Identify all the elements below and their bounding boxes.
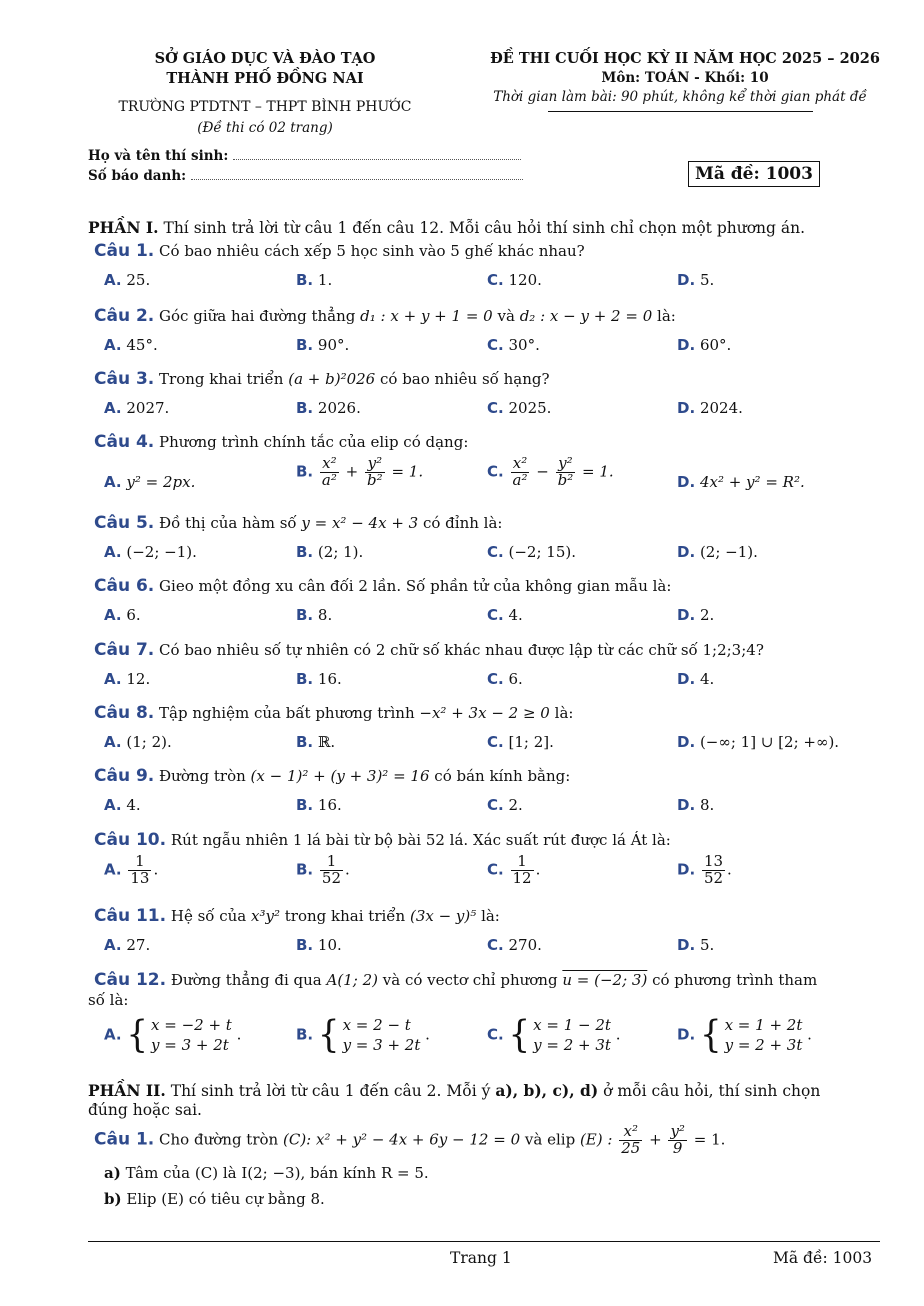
q6-option-d[interactable]: D. 2. xyxy=(677,606,715,624)
q3-option-a[interactable]: A. 2027. xyxy=(104,399,170,417)
q10-option-b[interactable]: B. $\frac{1}{52}$ . xyxy=(296,852,350,887)
q6-option-c[interactable]: C. 4. xyxy=(487,606,523,624)
exam-code-box: Mã đề: 1003 xyxy=(688,161,820,187)
q1-option-b[interactable]: B. 1. xyxy=(296,271,333,289)
q9-option-c[interactable]: C. 2. xyxy=(487,796,523,814)
q8-option-d[interactable]: D. (−∞; 1] ∪ [2; +∞). xyxy=(677,733,840,751)
student-name-field[interactable] xyxy=(233,159,521,160)
direction-vector: u = (−2; 3) xyxy=(562,971,648,989)
q8-label: Câu 8. xyxy=(94,703,155,723)
q7-label: Câu 7. xyxy=(94,640,155,660)
q6-option-b[interactable]: B. 8. xyxy=(296,606,333,624)
question-8: Câu 8. Tập nghiệm của bất phương trình −x² + 3x − 2 ≥ 0 là: xyxy=(94,703,574,723)
q2-option-d[interactable]: D. 60°. xyxy=(677,336,732,354)
q3-option-b[interactable]: B. 2026. xyxy=(296,399,361,417)
student-id-row xyxy=(88,168,523,184)
q2-label: Câu 2. xyxy=(94,306,155,326)
q1-label: Câu 1. xyxy=(94,241,155,261)
q5-option-a[interactable]: A. (−2; −1). xyxy=(104,543,197,561)
q11-option-b[interactable]: B. 10. xyxy=(296,936,342,954)
circle-expr: (x − 1)² + (y + 3)² = 16 xyxy=(250,767,430,785)
q12-option-d[interactable]: D. { x = 1 + 2t y = 2 + 3t . xyxy=(677,1013,812,1058)
part2-title: PHẦN II. xyxy=(88,1081,166,1100)
question-11: Câu 11. Hệ số của x³y² trong khai triển (3x − y)⁵ là: xyxy=(94,906,500,926)
q9-option-a[interactable]: A. 4. xyxy=(104,796,141,814)
question-9: Câu 9. Đường tròn (x − 1)² + (y + 3)² = 16 có bán kính bằng: xyxy=(94,766,571,786)
q10-option-d[interactable]: D. $\frac{13}{52}$ . xyxy=(677,852,732,887)
q12-option-b[interactable]: B. { x = 2 − t y = 3 + 2t . xyxy=(296,1013,430,1058)
part1-instruction: Thí sinh trả lời từ câu 1 đến câu 12. Mỗi câu hỏi thí sinh chỉ chọn một phương án. xyxy=(163,219,806,237)
exam-title: ĐỀ THI CUỐI HỌC KỲ II NĂM HỌC 2025 – 2026 xyxy=(490,50,880,67)
circle-c-expr: (C): x² + y² − 4x + 6y − 12 = 0 xyxy=(282,1130,521,1149)
ellipse-e-label: (E) : xyxy=(579,1130,613,1149)
q12-text-cont: số là: xyxy=(88,991,129,1009)
student-id-field[interactable] xyxy=(191,179,523,180)
q6-label: Câu 6. xyxy=(94,576,155,596)
q1-option-c[interactable]: C. 120. xyxy=(487,271,542,289)
q3-option-d[interactable]: D. 2024. xyxy=(677,399,743,417)
q1-option-a[interactable]: A. 25. xyxy=(104,271,151,289)
question-2: Câu 2. Góc giữa hai đường thẳng d₁ : x + y + 1 = 0 và d₂ : x − y + 2 = 0 là: xyxy=(94,306,676,326)
part2-instruction-cont: đúng hoặc sai. xyxy=(88,1101,202,1119)
q11-option-c[interactable]: C. 270. xyxy=(487,936,542,954)
part1-title: PHẦN I. xyxy=(88,218,159,237)
student-name-label: Họ và tên thí sinh: xyxy=(88,148,229,164)
q7-option-d[interactable]: D. 4. xyxy=(677,670,715,688)
p2-q1-item-b[interactable]: b) Elip (E) có tiêu cự bằng 8. xyxy=(104,1190,325,1208)
q7-option-b[interactable]: B. 16. xyxy=(296,670,342,688)
part2-question-1: Câu 1. Cho đường tròn (C): x² + y² − 4x + 6y − 12 = 0 và elip (E) : $\frac{\text{x²}}{25}$ + $\frac{\text{y²}}{9}$ = 1. xyxy=(94,1122,726,1157)
question-1 xyxy=(94,241,585,261)
q1-text: Có bao nhiêu cách xếp 5 học sinh vào 5 ghế khác nhau? xyxy=(159,242,585,260)
q3-option-c[interactable]: C. 2025. xyxy=(487,399,552,417)
q8-option-b[interactable]: B. ℝ. xyxy=(296,733,336,751)
question-4: Câu 4. Phương trình chính tắc của elip có dạng: xyxy=(94,432,469,452)
q5-option-c[interactable]: C. (−2; 15). xyxy=(487,543,576,561)
inequality-expr: −x² + 3x − 2 ≥ 0 xyxy=(419,704,550,722)
line-d2: d₂ : x − y + 2 = 0 xyxy=(519,307,653,325)
q4-option-a[interactable]: A. y² = 2px. xyxy=(104,473,196,491)
q1-option-d[interactable]: D. 5. xyxy=(677,271,715,289)
q9-label: Câu 9. xyxy=(94,766,155,786)
q8-option-c[interactable]: C. [1; 2]. xyxy=(487,733,554,751)
p2-q1-item-a[interactable]: a) Tâm của (C) là I(2; −3), bán kính R = 5. xyxy=(104,1164,429,1182)
part1-heading xyxy=(88,218,805,237)
question-5: Câu 5. Đồ thị của hàm số y = x² − 4x + 3 có đỉnh là: xyxy=(94,513,503,533)
footer-exam-code: Mã đề: 1003 xyxy=(773,1249,873,1267)
q4-option-b[interactable]: B. $\frac{\text{x²}}{\text{a²}}$ + $\frac{\text{y²}}{\text{b²}}$ = 1. xyxy=(296,454,424,489)
student-name-row xyxy=(88,148,521,164)
monomial-expr: x³y² xyxy=(251,907,280,925)
q12-option-c[interactable]: C. { x = 1 − 2t y = 2 + 3t . xyxy=(487,1013,621,1058)
q6-option-a[interactable]: A. 6. xyxy=(104,606,141,624)
point-a: A(1; 2) xyxy=(326,971,378,989)
footer-rule xyxy=(88,1241,880,1242)
p2-q1-label: Câu 1. xyxy=(94,1129,155,1150)
question-3: Câu 3. Trong khai triển (a + b)²026 có bao nhiêu số hạng? xyxy=(94,369,550,389)
city-name: THÀNH PHỐ ĐỒNG NAI xyxy=(166,70,364,87)
dept-name: SỞ GIÁO DỤC VÀ ĐÀO TẠO xyxy=(154,50,376,67)
q3-label: Câu 3. xyxy=(94,369,155,389)
q10-option-a[interactable]: A. $\frac{1}{13}$ . xyxy=(104,852,159,887)
q12-option-a[interactable]: A. { x = −2 + t y = 3 + 2t . xyxy=(104,1013,242,1058)
question-10: Câu 10. Rút ngẫu nhiên 1 lá bài từ bộ bài 52 lá. Xác suất rút được lá Át là: xyxy=(94,830,671,850)
time-note: Thời gian làm bài: 90 phút, không kể thời gian phát đề xyxy=(493,89,867,105)
q11-option-a[interactable]: A. 27. xyxy=(104,936,151,954)
quadratic-expr: y = x² − 4x + 3 xyxy=(301,514,419,532)
line-d1: d₁ : x + y + 1 = 0 xyxy=(360,307,493,325)
header-underline xyxy=(548,111,813,112)
q5-option-d[interactable]: D. (2; −1). xyxy=(677,543,758,561)
q12-label: Câu 12. xyxy=(94,970,167,990)
q7-option-c[interactable]: C. 6. xyxy=(487,670,523,688)
q9-option-b[interactable]: B. 16. xyxy=(296,796,342,814)
q10-option-c[interactable]: C. $\frac{1}{12}$ . xyxy=(487,852,541,887)
subject-line: Môn: TOÁN - Khối: 10 xyxy=(601,70,769,86)
q8-option-a[interactable]: A. (1; 2). xyxy=(104,733,172,751)
part2-heading: PHẦN II. Thí sinh trả lời từ câu 1 đến câu 2. Mỗi ý a), b), c), d) ở mỗi câu hỏi, thí sinh chọn xyxy=(88,1081,821,1100)
page-count-note: (Đề thi có 02 trang) xyxy=(197,120,333,136)
q5-label: Câu 5. xyxy=(94,513,155,533)
q4-option-c[interactable]: C. $\frac{\text{x²}}{\text{a²}}$ − $\frac{\text{y²}}{\text{b²}}$ = 1. xyxy=(487,454,614,489)
q2-option-b[interactable]: B. 90°. xyxy=(296,336,350,354)
question-7: Câu 7. Có bao nhiêu số tự nhiên có 2 chữ số khác nhau được lập từ các chữ số 1;2;3;4? xyxy=(94,640,764,660)
student-id-label: Số báo danh: xyxy=(88,168,187,184)
q5-option-b[interactable]: B. (2; 1). xyxy=(296,543,364,561)
q9-option-d[interactable]: D. 8. xyxy=(677,796,715,814)
q11-option-d[interactable]: D. 5. xyxy=(677,936,715,954)
question-12: Câu 12. Đường thẳng đi qua A(1; 2) và có vectơ chỉ phương u = (−2; 3) có phương trình tham xyxy=(94,970,818,990)
q2-option-c[interactable]: C. 30°. xyxy=(487,336,540,354)
q4-label: Câu 4. xyxy=(94,432,155,452)
q7-option-a[interactable]: A. 12. xyxy=(104,670,151,688)
q11-label: Câu 11. xyxy=(94,906,167,926)
q4-option-d[interactable]: D. 4x² + y² = R². xyxy=(677,473,805,491)
q2-option-a[interactable]: A. 45°. xyxy=(104,336,158,354)
q10-label: Câu 10. xyxy=(94,830,167,850)
expansion-expr: (3x − y)⁵ xyxy=(409,907,477,925)
page-number: Trang 1 xyxy=(450,1249,512,1267)
binomial-expr: (a + b)²026 xyxy=(288,370,376,388)
school-name: TRƯỜNG PTDTNT – THPT BÌNH PHƯỚC xyxy=(118,99,412,115)
question-6: Câu 6. Gieo một đồng xu cân đối 2 lần. Số phần tử của không gian mẫu là: xyxy=(94,576,672,596)
